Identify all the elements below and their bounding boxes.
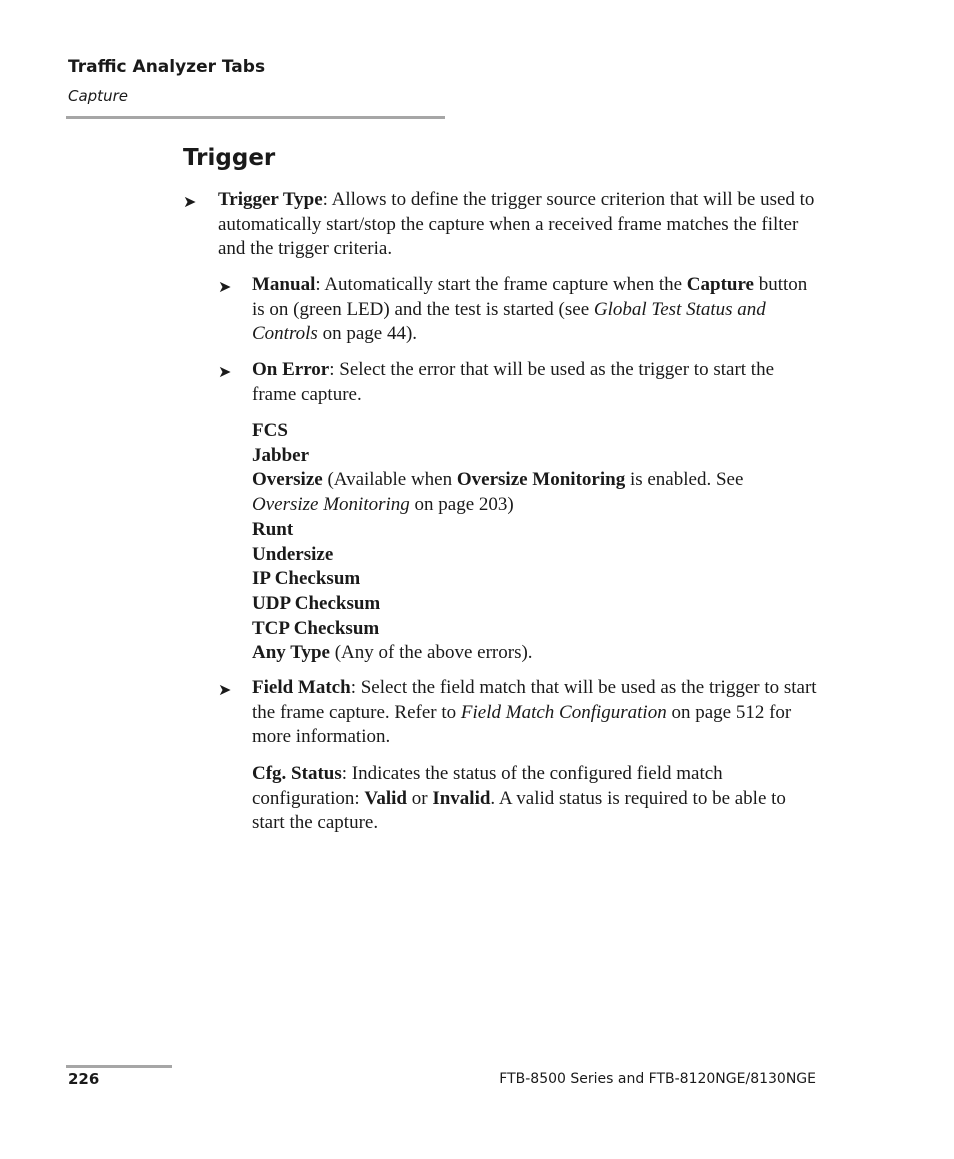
- error-item-oversize: Oversize (Available when Oversize Monitoring is enabled. See Oversize Monitoring on page 203): [252, 469, 744, 516]
- global-test-status-link[interactable]: Global Test Status and Controls: [252, 298, 766, 345]
- running-header-subtitle: Capture: [68, 87, 128, 105]
- error-list: [252, 419, 814, 666]
- error-item-runt: Runt: [252, 518, 294, 540]
- running-header-title: Traffic Analyzer Tabs: [68, 57, 266, 77]
- error-item-fcs: FCS: [252, 420, 288, 441]
- bullet-arrow-icon: ➤: [218, 362, 232, 381]
- cfg-status-paragraph: Cfg. Status: Indicates the status of the configured field match configuration: Valid or Invalid. A valid status is required to be able to start the capture.: [252, 763, 786, 834]
- field-match-configuration-link[interactable]: Field Match Configuration: [460, 701, 667, 723]
- error-item-undersize: Undersize: [252, 543, 334, 565]
- manual-paragraph: Manual: Automatically start the frame capture when the Capture button is on (green LED) and the test is started (see Global Test Status and Controls on page 44).: [252, 274, 808, 345]
- on-error-label: On Error: [252, 359, 330, 380]
- page-number: 226: [68, 1070, 100, 1088]
- footer-rule: [66, 1065, 172, 1068]
- trigger-type-label: Trigger Type: [218, 189, 323, 210]
- error-item-tcp-checksum: TCP Checksum: [252, 617, 380, 639]
- footer-product-name: FTB-8500 Series and FTB-8120NGE/8130NGE: [499, 1071, 816, 1087]
- error-item-udp-checksum: UDP Checksum: [252, 592, 381, 614]
- bullet-arrow-icon: ➤: [218, 680, 232, 699]
- cfg-status-label: Cfg. Status: [252, 763, 342, 784]
- oversize-monitoring-link[interactable]: Oversize Monitoring: [252, 494, 410, 516]
- error-item-ip-checksum: IP Checksum: [252, 568, 361, 590]
- header-rule: [66, 116, 445, 119]
- field-match-label: Field Match: [252, 677, 351, 698]
- field-match-paragraph: Field Match: Select the field match that will be used as the trigger to start the frame capture. Refer to Field Match Configuration on page 512 for more information.: [252, 677, 817, 748]
- bullet-arrow-icon: ➤: [183, 192, 197, 211]
- trigger-type-paragraph: Trigger Type: Allows to define the trigger source criterion that will be used to automatically start/stop the capture when a received frame matches the filter and the trigger criteria.: [218, 189, 815, 260]
- error-item-jabber: Jabber: [252, 444, 309, 466]
- section-title: Trigger: [183, 145, 276, 171]
- on-error-paragraph: On Error: Select the error that will be used as the trigger to start the frame capture.: [252, 359, 775, 405]
- manual-label: Manual: [252, 274, 316, 295]
- error-item-any-type: Any Type (Any of the above errors).: [252, 642, 533, 664]
- bullet-arrow-icon: ➤: [218, 277, 232, 296]
